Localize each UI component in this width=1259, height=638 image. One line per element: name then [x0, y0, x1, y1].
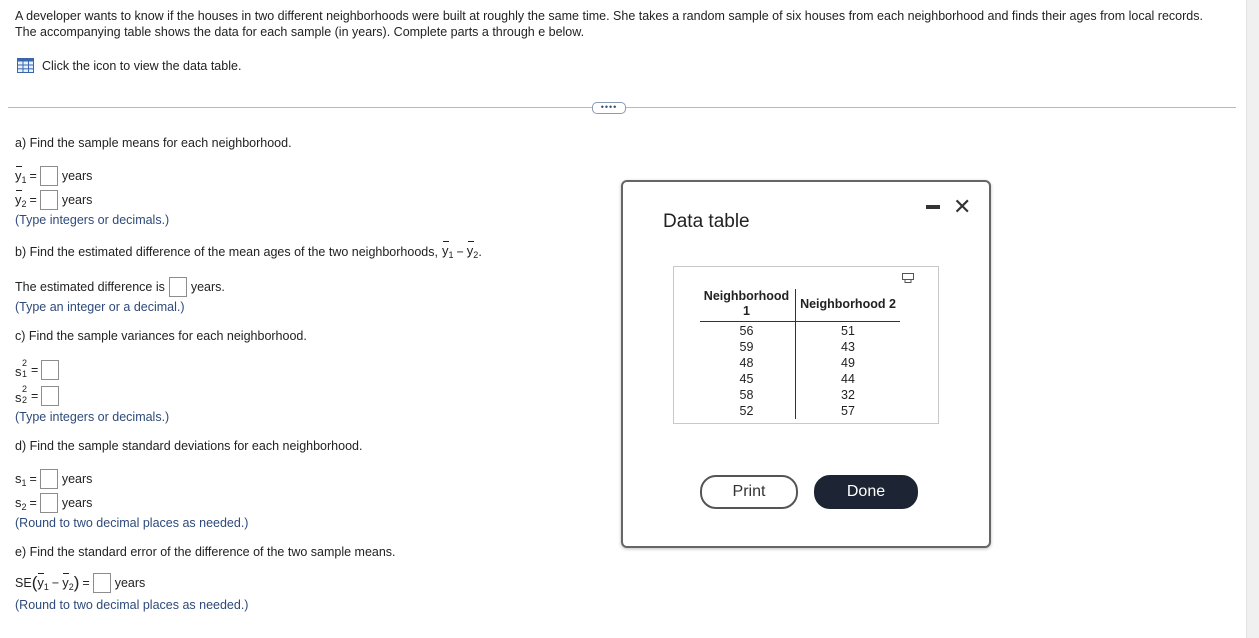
- minimize-icon[interactable]: [926, 205, 940, 209]
- table-cell: 32: [841, 388, 855, 402]
- data-table-icon[interactable]: [17, 58, 34, 73]
- se-label: SE: [15, 576, 32, 590]
- variance-2-input[interactable]: [41, 386, 59, 406]
- scrollbar[interactable]: [1246, 0, 1259, 638]
- standard-error-input[interactable]: [93, 573, 111, 593]
- problem-statement: A developer wants to know if the houses in two different neighborhoods were built at roughly the same time. She takes a random sample of six houses from each neighborhood and finds their ages from local records. The accompanying table shows the data for each sample (in years). Complete parts a through e below.: [15, 9, 1203, 39]
- table-cell: 59: [739, 340, 754, 354]
- part-c-prompt: c) Find the sample variances for each neighborhood.: [15, 329, 307, 343]
- std-dev-1-input[interactable]: [40, 469, 58, 489]
- difference-input[interactable]: [169, 277, 187, 297]
- s1-symbol: $s_1$: [15, 470, 27, 488]
- data-table: [673, 266, 939, 424]
- y1-bar-symbol: $y_1$: [37, 574, 49, 592]
- part-d-s1-row: $s_1$ = years: [15, 470, 93, 488]
- part-b-prompt-row: b) Find the estimated difference of the mean ages of the two neighborhoods, $y_1$ − $y_2$ .: [15, 243, 482, 260]
- std-dev-2-input[interactable]: [40, 493, 58, 513]
- y1-mean-input[interactable]: [40, 166, 58, 186]
- y1-bar-symbol: $y_1$: [15, 167, 27, 185]
- table-cell: 48: [739, 356, 754, 370]
- table-cell: 49: [841, 356, 855, 370]
- col1-header: Neighborhood 1: [703, 289, 790, 318]
- part-a-y1-row: $y_1$ = years: [15, 167, 93, 185]
- y2-bar-symbol: $y_2$: [15, 191, 27, 209]
- s2-squared-symbol: s 2 2: [15, 384, 28, 405]
- table-cell: 52: [739, 404, 754, 418]
- variance-1-input[interactable]: [41, 360, 59, 380]
- y2-bar-symbol: $y_2$: [62, 574, 74, 592]
- col2-values: [796, 323, 900, 419]
- part-a-y2-row: $y_2$ = years: [15, 191, 93, 209]
- part-d-hint: (Round to two decimal places as needed.): [15, 516, 249, 530]
- data-table-dialog: [621, 180, 991, 548]
- y2-mean-input[interactable]: [40, 190, 58, 210]
- expand-more-button[interactable]: ••••: [592, 102, 626, 114]
- part-b-hint: (Type an integer or a decimal.): [15, 300, 185, 314]
- part-d-s2-row: $s_2$ = years: [15, 494, 93, 512]
- part-e-se-row: SE ( $y_1$ − $y_2$ ) = years: [15, 573, 146, 592]
- col2-header: Neighborhood 2: [800, 297, 896, 311]
- table-cell: 51: [841, 324, 855, 338]
- part-e-hint: (Round to two decimal places as needed.): [15, 598, 249, 612]
- print-button[interactable]: Print: [700, 475, 798, 509]
- part-b-answer-row: The estimated difference is years.: [15, 277, 225, 297]
- y2-bar-symbol: $y_2$: [466, 243, 479, 260]
- dialog-title: Data table: [663, 211, 750, 232]
- s2-symbol: $s_2$: [15, 494, 27, 512]
- s1-squared-symbol: s 2 1: [15, 358, 28, 379]
- table-cell: 43: [841, 340, 855, 354]
- table-cell: 57: [841, 404, 855, 418]
- part-b-prompt: b) Find the estimated difference of the mean ages of the two neighborhoods,: [15, 244, 438, 259]
- part-c-s1-row: s 2 1 =: [15, 360, 63, 380]
- part-c-s2-row: s 2 2 =: [15, 386, 63, 406]
- part-e-prompt: e) Find the standard error of the difference of the two sample means.: [15, 545, 396, 559]
- part-c-hint: (Type integers or decimals.): [15, 410, 170, 424]
- part-d-prompt: d) Find the sample standard deviations for each neighborhood.: [15, 439, 363, 453]
- table-cell: 44: [841, 372, 855, 386]
- close-icon[interactable]: ✕: [953, 194, 972, 219]
- table-cell: 56: [739, 324, 754, 338]
- done-button[interactable]: Done: [814, 475, 918, 509]
- table-cell: 45: [739, 372, 754, 386]
- y1-bar-symbol: $y_1$: [441, 243, 454, 260]
- table-cell: 58: [739, 388, 754, 402]
- data-table-link-text[interactable]: Click the icon to view the data table.: [42, 58, 242, 73]
- data-table-link[interactable]: [17, 58, 241, 73]
- copy-icon[interactable]: [902, 273, 914, 283]
- part-a-hint: (Type integers or decimals.): [15, 213, 170, 227]
- part-a-prompt: a) Find the sample means for each neighborhood.: [15, 136, 292, 150]
- col1-values: [699, 323, 794, 419]
- header-divider: [700, 321, 900, 322]
